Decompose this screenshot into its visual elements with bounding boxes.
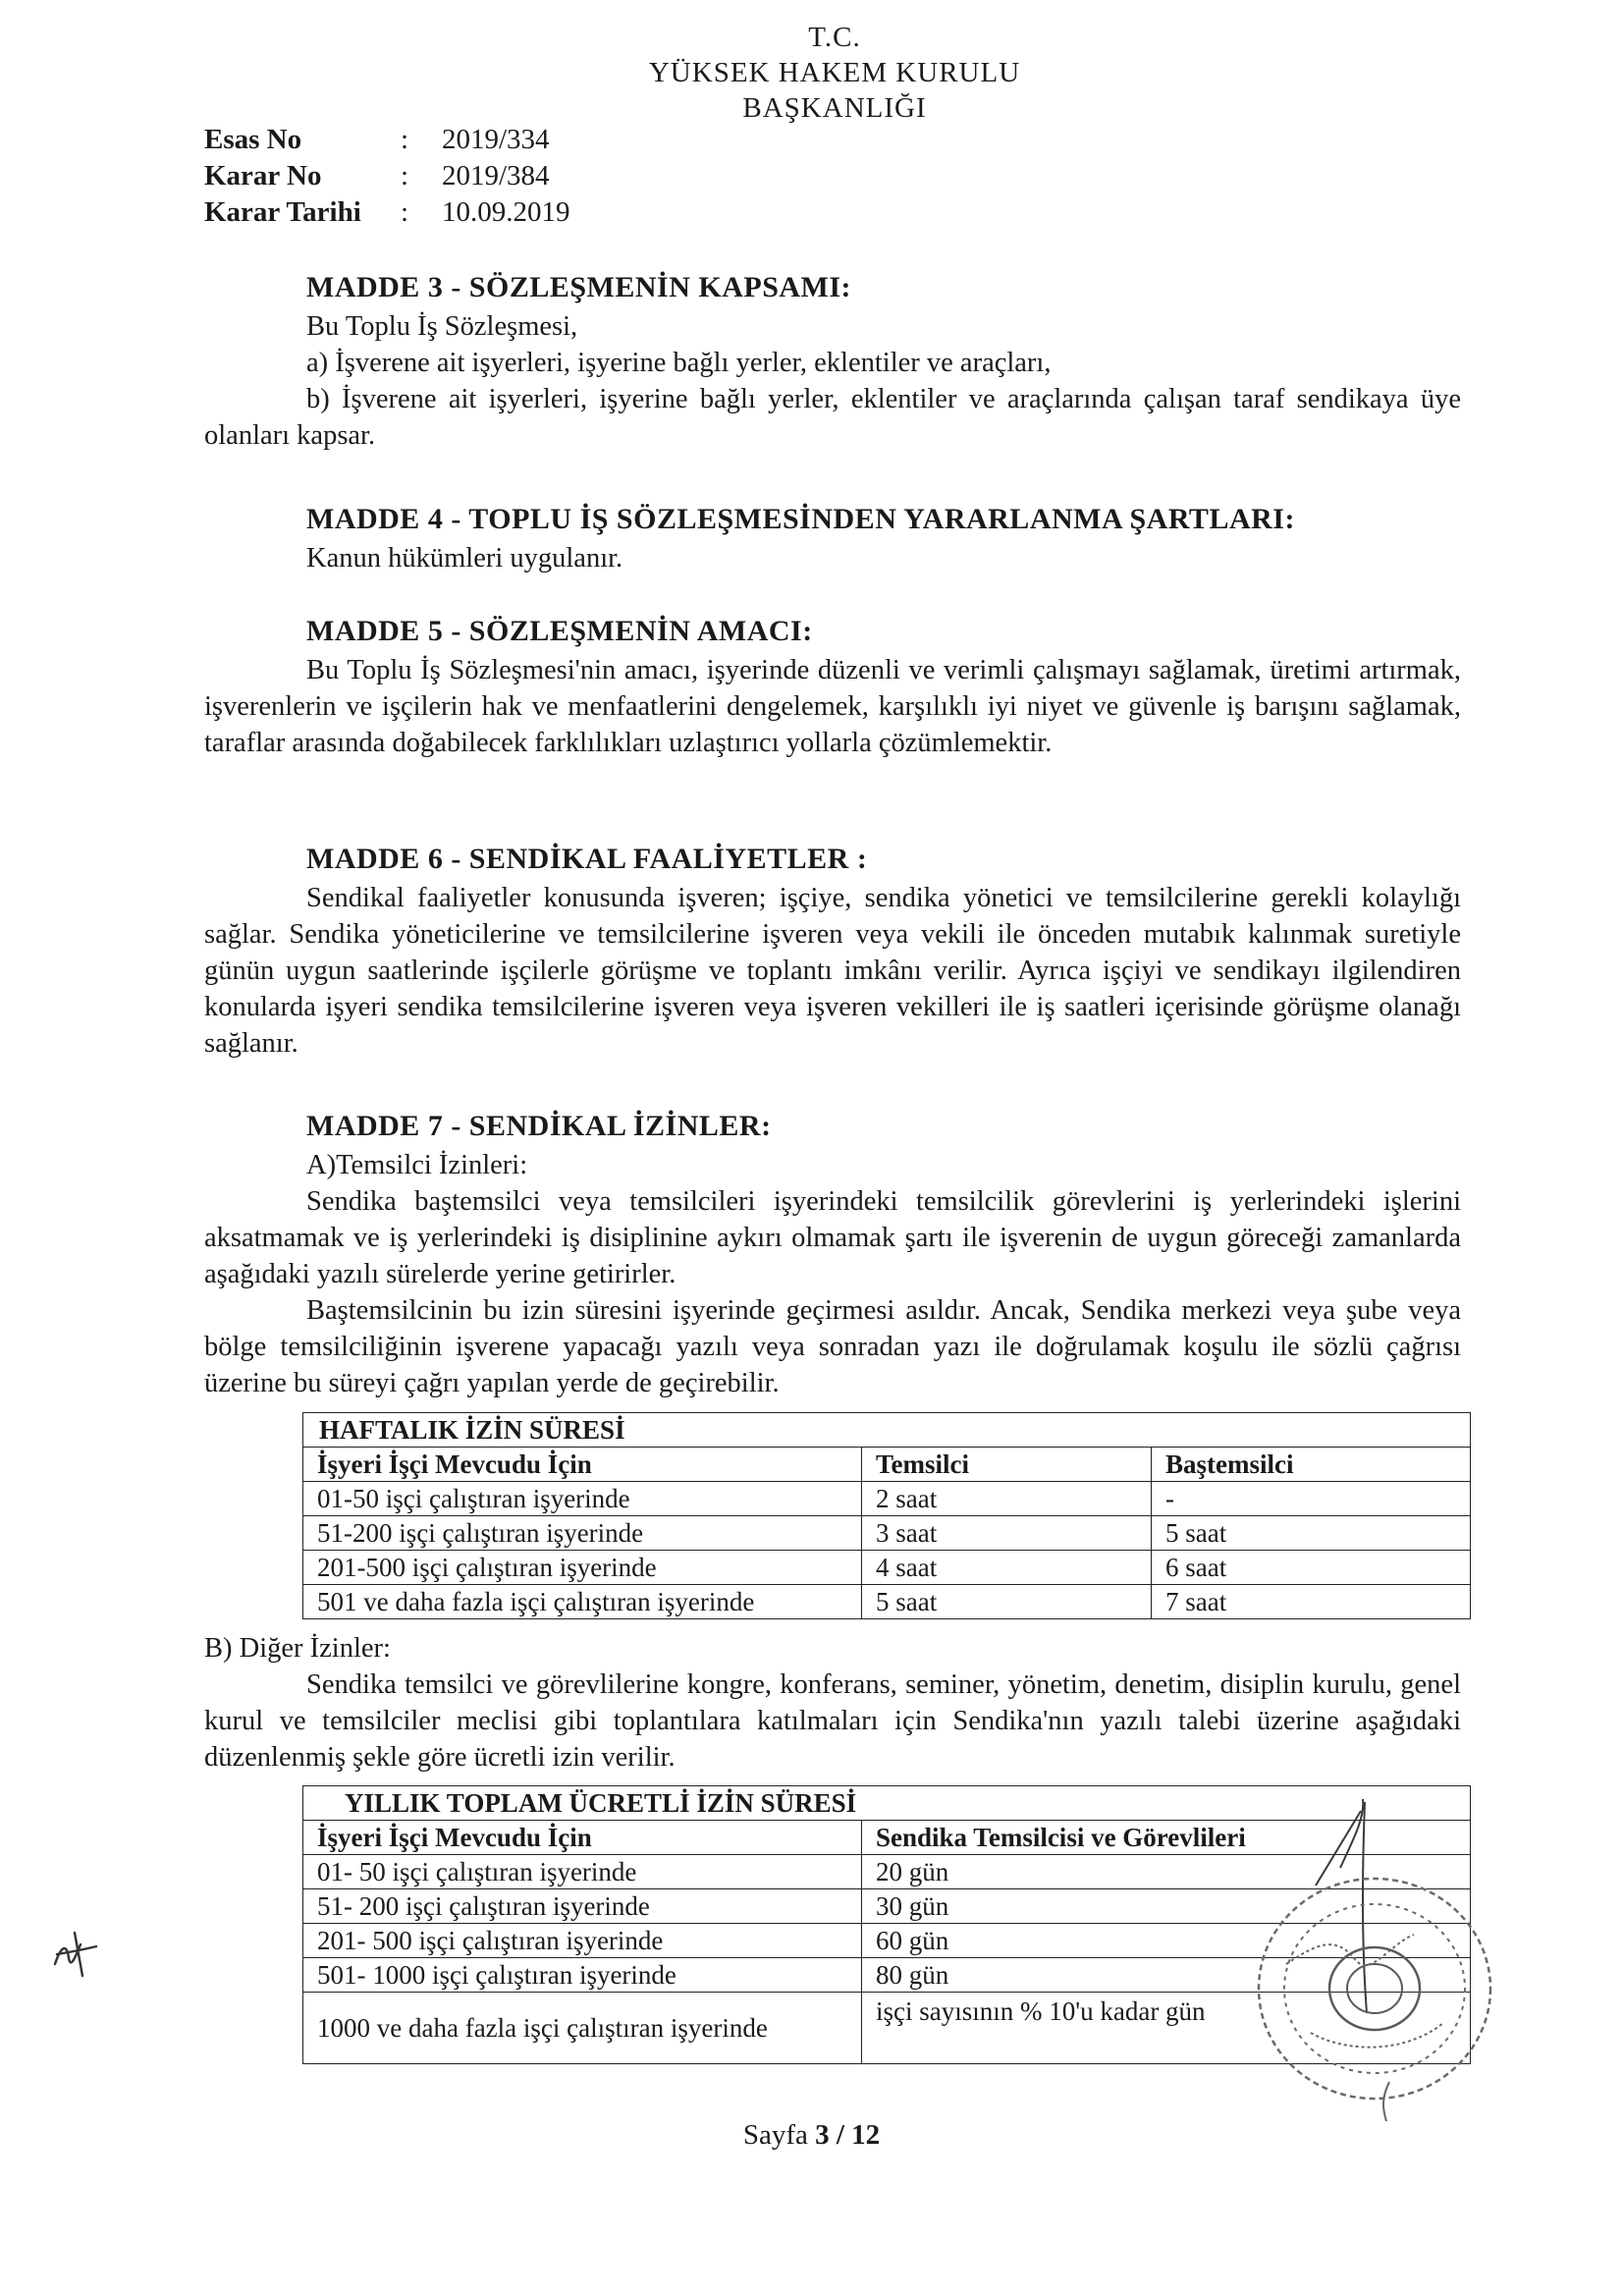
- header-line-tc: T.C.: [808, 22, 861, 53]
- article-7-a-label: A)Temsilci İzinleri:: [306, 1150, 528, 1180]
- meta-sep: :: [401, 196, 409, 228]
- page-label: Sayfa: [742, 2119, 808, 2151]
- meta-key: Esas No: [204, 124, 302, 155]
- article-7-b-label: B) Diğer İzinler:: [204, 1633, 391, 1664]
- table-cell: 501- 1000 işçi çalıştıran işyerinde: [303, 1958, 862, 1993]
- column-header: Baştemsilci: [1152, 1448, 1471, 1482]
- article-7-body-b: [204, 1630, 1461, 1776]
- table-cell: 51-200 işçi çalıştıran işyerinde: [303, 1516, 862, 1551]
- page-number-footer: [0, 2119, 1623, 2152]
- margin-initials-signature: [47, 1925, 106, 1984]
- weekly-leave-table: [302, 1412, 1471, 1619]
- table-cell: 01- 50 işçi çalıştıran işyerinde: [303, 1855, 862, 1889]
- article-3-line-2: a) İşverene ait işyerleri, işyerine bağlı yerler, eklentiler ve araçları,: [306, 348, 1052, 378]
- table-cell: 7 saat: [1152, 1585, 1471, 1619]
- article-5-text: Bu Toplu İş Sözleşmesi'nin amacı, işyerinde düzenli ve verimli çalışmayı sağlamak, üretimi artırmak, işverenlerin ve işçilerin hak ve menfaatlerini dengelemek, karşılıklı iyi niyet ve güvenle iş barışını sağlamak, taraflar arasında doğabilecek farklılıkları uzlaştırıcı yollarla çözümlemektir.: [204, 655, 1461, 758]
- column-header: Sendika Temsilcisi ve Görevlileri: [862, 1821, 1471, 1855]
- article-4-body: [204, 540, 1461, 576]
- table-row: [303, 1482, 1471, 1516]
- article-7-a-paragraph-2: Baştemsilcinin bu izin süresini işyerinde geçirmesi asıldır. Ancak, Sendika merkezi veya şube veya bölge temsilciliğinin işverene yapacağı yazılı veya sonradan yazı ile doğrulamak koşulu ile sözlü çağrısı üzerine bu süreyi çağrı yapılan yerde de geçirebilir.: [204, 1295, 1461, 1398]
- table-cell: 01-50 işçi çalıştıran işyerinde: [303, 1482, 862, 1516]
- article-5-title: MADDE 5 - SÖZLEŞMENİN AMACI:: [306, 615, 813, 647]
- table-cell: 5 saat: [1152, 1516, 1471, 1551]
- table-cell: 80 gün: [862, 1958, 1471, 1993]
- header-line-presidency: BAŞKANLIĞI: [742, 92, 927, 124]
- official-seal-stamp: [1217, 1797, 1512, 2121]
- article-3-line-3: b) İşverene ait işyerleri, işyerine bağlı yerler, eklentiler ve araçlarında çalışan taraf sendikaya üye olanları kapsar.: [204, 384, 1461, 451]
- meta-value: 10.09.2019: [442, 196, 570, 228]
- meta-key: Karar Tarihi: [204, 196, 361, 228]
- meta-sep: :: [401, 124, 409, 155]
- table-cell: 6 saat: [1152, 1551, 1471, 1585]
- table-cell: 1000 ve daha fazla işçi çalıştıran işyerinde: [303, 1993, 862, 2064]
- table-cell: 201- 500 işçi çalıştıran işyerinde: [303, 1924, 862, 1958]
- column-header: Temsilci: [862, 1448, 1152, 1482]
- table-title: HAFTALIK İZİN SÜRESİ: [303, 1413, 1471, 1448]
- meta-key: Karar No: [204, 160, 322, 191]
- header-line-institution: YÜKSEK HAKEM KURULU: [648, 57, 1021, 88]
- table-row: [303, 1551, 1471, 1585]
- table-header-row: [303, 1448, 1471, 1482]
- column-header: İşyeri İşçi Mevcudu İçin: [303, 1821, 862, 1855]
- table-cell: -: [1152, 1482, 1471, 1516]
- article-5-body: [204, 652, 1461, 761]
- table-title-row: [303, 1413, 1471, 1448]
- document-header: [589, 20, 1080, 126]
- meta-value: 2019/334: [442, 124, 550, 155]
- article-6-title: MADDE 6 - SENDİKAL FAALİYETLER :: [306, 843, 868, 875]
- table-cell: 5 saat: [862, 1585, 1152, 1619]
- table-title: YILLIK TOPLAM ÜCRETLİ İZİN SÜRESİ: [303, 1786, 1471, 1821]
- case-meta: [204, 122, 570, 231]
- column-header: İşyeri İşçi Mevcudu İçin: [303, 1448, 862, 1482]
- meta-value: 2019/384: [442, 160, 550, 191]
- table-row: [303, 1585, 1471, 1619]
- table-row: [303, 1516, 1471, 1551]
- article-7-a-paragraph-1: Sendika baştemsilci veya temsilcileri işyerindeki temsilcilik görevlerini iş yerlerindeki işlerini aksatmamak ve iş yerlerindeki iş disiplinine aykırı olmamak şartı ile işverenin de uygun göreceği zamanlarda aşağıdaki yazılı sürelerde yerine getirirler.: [204, 1186, 1461, 1289]
- table-cell: 20 gün: [862, 1855, 1471, 1889]
- table-cell: işçi sayısının % 10'u kadar gün: [862, 1993, 1471, 2064]
- table-cell: 30 gün: [862, 1889, 1471, 1924]
- table-cell: 201-500 işçi çalıştıran işyerinde: [303, 1551, 862, 1585]
- article-6-text: Sendikal faaliyetler konusunda işveren; işçiye, sendika yönetici ve temsilcilerine gerekli kolaylığı sağlar. Sendika yöneticilerine ve temsilcilerine işveren veya vekili ile önceden mutabık kalınmak suretiyle günün uygun saatlerinde işçilerle görüşme ve toplantı imkânı verilir. Ayrıca işçiyi ve sendikayı ilgilendiren konularda işyeri sendika temsilcilerine işveren veya işveren vekilleri ile iş saatleri içerisinde görüşme olanağı sağlanır.: [204, 883, 1461, 1059]
- article-3-title: MADDE 3 - SÖZLEŞMENİN KAPSAMI:: [306, 271, 852, 303]
- article-4-title: MADDE 4 - TOPLU İŞ SÖZLEŞMESİNDEN YARARLANMA ŞARTLARI:: [306, 503, 1295, 535]
- table-cell: 51- 200 işçi çalıştıran işyerinde: [303, 1889, 862, 1924]
- table-cell: 3 saat: [862, 1516, 1152, 1551]
- article-7-body-a: [204, 1147, 1461, 1401]
- meta-row-esas: [204, 122, 570, 158]
- article-7-b-paragraph: Sendika temsilci ve görevlilerine kongre, konferans, seminer, yönetim, denetim, disiplin kurulu, genel kurul ve temsilciler meclisi gibi toplantılara katılmaları için Sendika'nın yazılı talebi üzerine aşağıdaki düzenlenmiş şekle göre ücretli izin verilir.: [204, 1669, 1461, 1773]
- article-6-body: [204, 880, 1461, 1062]
- page-separator: /: [836, 2119, 844, 2151]
- total-pages: 12: [851, 2119, 881, 2151]
- current-page-number: 3: [815, 2119, 830, 2151]
- article-3-body: [204, 308, 1461, 454]
- article-4-line-1: Kanun hükümleri uygulanır.: [306, 543, 623, 574]
- article-7-title: MADDE 7 - SENDİKAL İZİNLER:: [306, 1110, 772, 1142]
- table-cell: 4 saat: [862, 1551, 1152, 1585]
- meta-sep: :: [401, 160, 409, 191]
- table-cell: 60 gün: [862, 1924, 1471, 1958]
- article-3-line-1: Bu Toplu İş Sözleşmesi,: [306, 311, 578, 342]
- table-cell: 501 ve daha fazla işçi çalıştıran işyerinde: [303, 1585, 862, 1619]
- table-cell: 2 saat: [862, 1482, 1152, 1516]
- meta-row-tarih: [204, 194, 570, 231]
- meta-row-karar: [204, 158, 570, 194]
